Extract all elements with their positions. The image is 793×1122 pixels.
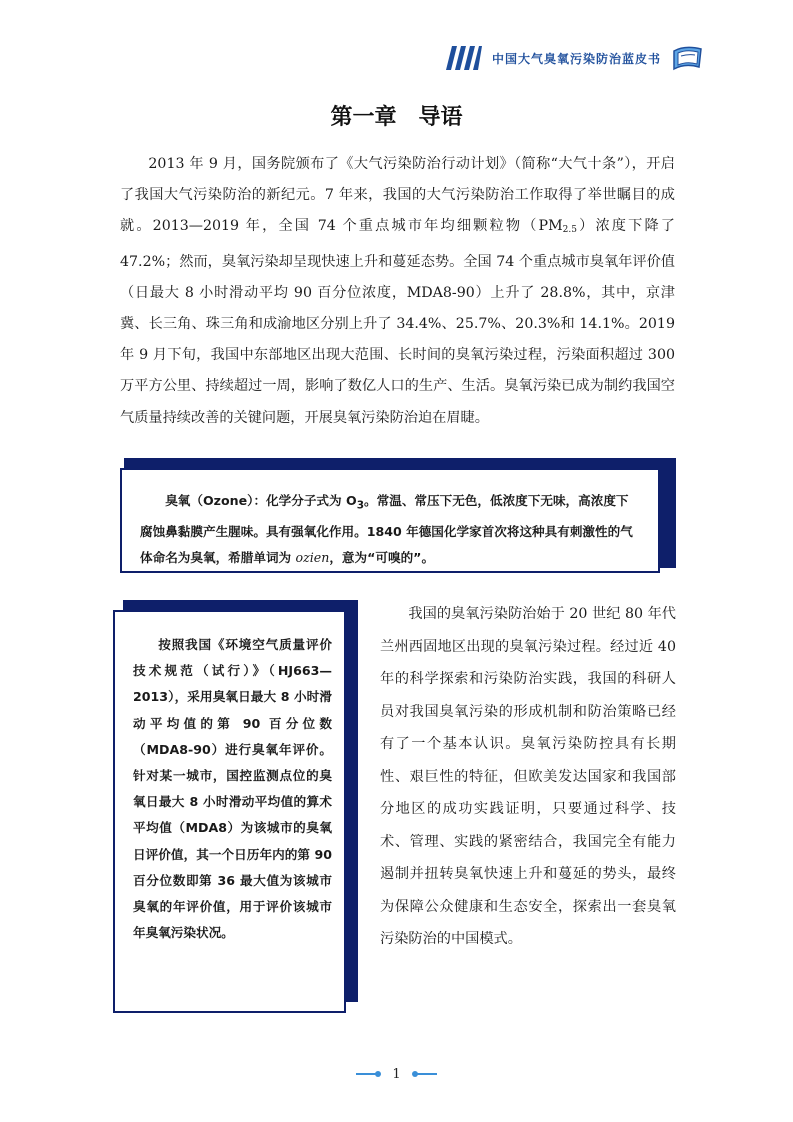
ozone-text-part1: 臭氧（Ozone）：化学分子式为 O xyxy=(165,493,357,508)
ozone-text-part3: ，意为“可嗅的”。 xyxy=(329,549,435,565)
header-title: 中国大气臭氧污染防治蓝皮书 xyxy=(491,51,661,66)
footer-right-ornament xyxy=(411,1070,437,1078)
intro-text-part2: ）浓度下降了 47.2%；然而，臭氧污染却呈现快速上升和蔓延态势。全国 74 个重点城市臭氧年评价值（日最大 8 小时滑动平均 90 百分位浓度，MDA8-90）上升了 28.8%，其中，京津冀、长三角、珠三角和成渝地区分别上升了 34.4%、25.7%、20.3%和 14.1%。2019 年 9 月下旬，我国中东部地区出现大范围、长时间的臭氧污染过程，污染面积超过 300 万平方公里、持续超过一周，影响了数亿人口的生产、生活。臭氧污染已成为制约我国空气质量持续改善的关键问题，开展臭氧污染防治迫在眉睫。 xyxy=(120,218,675,426)
footer-left-ornament xyxy=(356,1070,382,1078)
intro-paragraph xyxy=(120,149,675,434)
o3-subscript: 3 xyxy=(356,499,365,512)
pm25-subscript: 2.5 xyxy=(562,225,577,236)
page-number: 1 xyxy=(392,1066,401,1082)
chapter-title xyxy=(0,100,793,131)
page-footer xyxy=(0,1064,793,1084)
chapter-number: 第一章 xyxy=(330,105,397,130)
book-icon xyxy=(671,43,705,73)
ozone-box-content xyxy=(120,468,660,573)
evaluation-method-text: 按照我国《环境空气质量评价技术规范（试行）》（HJ663—2013），采用臭氧日最大 8 小时滑动平均值的第 90 百分位数（MDA8-90）进行臭氧年评价。针对某一城市，国控监测点位的臭氧日最大 8 小时滑动平均值的算术平均值（MDA8）为该城市的臭氧日评价值，其一个日历年内的第 90 百分位数即第 36 最大值为该城市臭氧的年评价值，用于评价该城市年臭氧污染状况。 xyxy=(133,637,332,941)
chapter-name: 导语 xyxy=(418,105,463,130)
intro-text-part1: 2013 年 9 月，国务院颁布了《大气污染防治行动计划》（简称“大气十条”），开启了我国大气污染防治的新纪元。7 年来，我国的大气污染防治工作取得了举世瞩目的成就。2013—2019 年，全国 74 个重点城市年均细颗粒物（PM xyxy=(120,156,675,235)
ozone-definition-box xyxy=(120,458,683,583)
evaluation-method-box xyxy=(113,600,358,1014)
side-box-content xyxy=(113,610,346,1013)
greek-word: ozien xyxy=(295,549,330,565)
history-paragraph: 我国的臭氧污染防治始于 20 世纪 80 年代兰州西固地区出现的臭氧污染过程。经过近 40 年的科学探索和污染防治实践，我国的科研人员对我国臭氧污染的形成机制和防治策略已经有了一个基本认识。臭氧污染防控具有长期性、艰巨性的特征，但欧美发达国家和我国部分地区的成功实践证明，只要通过科学、技术、管理、实践的紧密结合，我国完全有能力遏制并扭转臭氧快速上升和蔓延的势头，最终为保障公众健康和生态安全，探索出一套臭氧污染防治的中国模式。 xyxy=(380,606,676,947)
page-header xyxy=(446,40,705,76)
ozone-text-part2: 。常温、常压下无色，低浓度下无味，高浓度下腐蚀鼻黏膜产生腥味。具有强氧化作用。1840 年德国化学家首次将这种具有刺激性的气体命名为臭氧，希腊单词为 xyxy=(140,493,633,565)
slash-stripes-icon xyxy=(446,46,482,70)
ozone-definition-text xyxy=(140,488,640,571)
